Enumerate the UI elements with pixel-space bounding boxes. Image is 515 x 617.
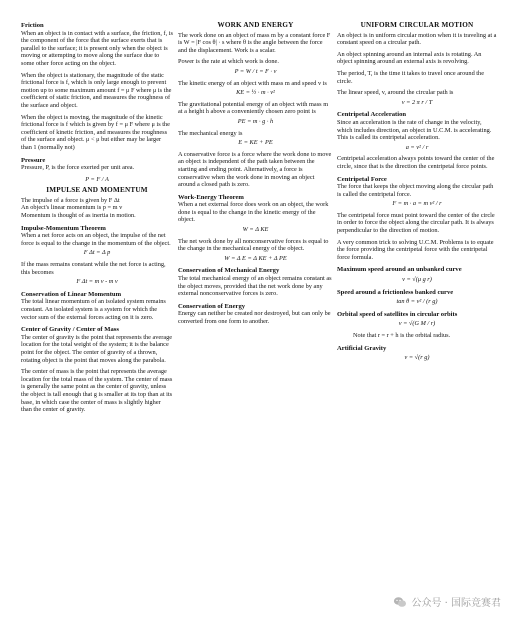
ms2-heading: Speed around a frictionless banked curve: [337, 288, 454, 296]
work-energy-title: WORK AND ENERGY: [217, 21, 294, 29]
ke-formula: KE = ½ · m · v²: [236, 89, 275, 97]
orbit-note: Note that r = r + h is the orbital radius.: [353, 332, 451, 339]
cf-p3: A very common trick to solving U.C.M. Problems is to equate the force providing the centripetal force with the centripetal force formula.: [337, 238, 494, 261]
cf-p1: The force that keeps the object moving along the circular path is called the centripetal force.: [337, 183, 494, 198]
pressure-formula: P = F / A: [85, 175, 109, 183]
imt-p2: If the mass remains constant while the net force is acting, this becomes: [21, 261, 166, 276]
speed-formula: v = 2 π r / T: [401, 98, 433, 106]
cog-p1: The center of gravity is the point that represents the average location for the total weight of the system; it is the balance point for the object. The center of gravity of a thrown, rotating object is the point that moves along the parabola.: [21, 333, 173, 364]
power-formula: P = W / t = F · v: [234, 67, 277, 75]
me-formula: E = KE + PE: [238, 139, 273, 147]
column-2: [178, 22, 333, 330]
colm-heading: Conservation of Linear Momentum: [21, 290, 122, 298]
pe-p: The gravitational potential energy of an object with mass m at a height h above a conveniently chosen zero point is: [178, 100, 329, 116]
column-3: [337, 22, 497, 366]
ucm-p2: An object spinning around an internal axis is rotating. An object spinning around an external axis is revolving.: [337, 50, 482, 66]
friction-heading: Friction: [21, 22, 44, 29]
cog-heading: Center of Gravity / Center of Mass: [21, 326, 119, 334]
power-p: Power is the rate at which work is done.: [178, 58, 279, 66]
watermark-text: 公众号 · 国际竞赛君: [411, 598, 501, 609]
cf-formula: F = m · a = m v² / r: [392, 200, 442, 208]
colm-p1: The total linear momentum of an isolated system remains constant. An isolated system is a system for which the vector sum of the external forces acting on it is zero.: [21, 298, 166, 321]
coe-heading: Conservation of Energy: [178, 302, 246, 310]
impulse-p2: An object's linear momentum is p = m v: [21, 204, 123, 212]
ag-heading: Artificial Gravity: [337, 344, 387, 352]
ms1-formula: v = √(μ g r): [402, 276, 432, 284]
wechat-logo-icon: [393, 595, 407, 609]
ucm-p4: The linear speed, v, around the circular path is: [337, 89, 454, 97]
wet-p2: The net work done by all nonconservative forces is equal to the change in the mechanical energy of the object.: [178, 237, 329, 253]
cf-p2: The centripetal force must point toward the center of the circle in order to force the object along the circular path. It is always perpendicular to the direction of motion.: [337, 211, 495, 235]
imt-formula-1: F Δt = Δ p: [83, 249, 111, 257]
imt-p1: When a net force acts on an object, the impulse of the net force is equal to the change in the momentum of the object.: [21, 232, 171, 247]
ke-p: The kinetic energy of an object with mass m and speed v is: [178, 79, 327, 87]
pe-formula: PE = m · g · h: [237, 117, 274, 125]
cog-p2: The center of mass is the point that represents the average location for the total mass of the system. The center of mass is generally the same point as the center of gravity, unless the object is tall enough that g is smaller at its top than at its base, in which case the center of mass is slightly higher than the center of gravity.: [21, 368, 173, 414]
come-heading: Conservation of Mechanical Energy: [178, 267, 280, 275]
orbit-formula: v = √(G M / r): [398, 320, 436, 328]
impulse-section-title: IMPULSE AND MOMENTUM: [46, 186, 148, 195]
ca-heading: Centripetal Acceleration: [337, 111, 407, 119]
cf-heading: Centripetal Force: [337, 175, 387, 183]
ms1-heading: Maximum speed around an unbanked curve: [337, 266, 462, 274]
ucm-title: UNIFORM CIRCULAR MOTION: [360, 21, 474, 29]
wet-heading: Work-Energy Theorem: [178, 193, 244, 201]
wet-formula-1: W = Δ KE: [242, 226, 269, 234]
impulse-p3: Momentum is thought of as inertia in motion.: [21, 212, 136, 220]
ca-p2: Centripetal acceleration always points toward the center of the circle, since that is the direction the centripetal force points.: [337, 155, 495, 170]
wet-formula-2: W = Δ E = Δ KE + Δ PE: [224, 254, 287, 262]
friction-p1: When an object is in contact with a surface, the friction, f, is the component of the force that the surface exerts that is parallel to the surface; it is present only when the object is moving or attempting to move along the surface due to some other force acting on the object.: [21, 29, 173, 67]
work-p1: The work done on an object of mass m by a constant force F is W = |F cos θ| · s where θ is the angle between the force and the displacement. Work is a scalar.: [178, 31, 331, 54]
imt-heading: Impulse-Momentum Theorem: [21, 224, 106, 232]
coe-p1: Energy can neither be created nor destroyed, but can only be converted from one form to another.: [178, 310, 331, 325]
orbit-heading: Orbital speed of satellites in circular orbits: [337, 310, 458, 318]
me-p: The mechanical energy is: [178, 129, 243, 137]
impulse-p1: The impulse of a force is given by F Δt: [21, 196, 120, 204]
friction-p3: When the object is moving, the magnitude of the kinetic frictional force is f which is given by f = μ F where μ is the coefficient of kinetic friction, and measures the roughness of the surface and object. μ < μ but either may be larger than 1 (normally not): [21, 113, 170, 151]
ucm-p3: The period, T, is the time it takes to travel once around the circle.: [337, 69, 484, 85]
ms2-formula: tan θ = v² / (r g): [396, 298, 438, 306]
pressure-p1: Pressure, P, is the force exerted per unit area.: [21, 164, 135, 172]
wet-p1: When a net external force does work on an object, the work done is equal to the change in the kinetic energy of the object.: [178, 201, 329, 224]
imt-formula-2: F Δt = m v - m v: [76, 278, 118, 286]
ag-formula: v = √(r g): [404, 354, 430, 362]
friction-p2: When the object is stationary, the magnitude of the static frictional force is f, which is only large enough to prevent motion up to some maximum amount f = μ F where μ is the coefficient of static friction, and measures the roughness of the surface and object.: [21, 71, 172, 109]
ucm-p1: An object is in uniform circular motion when it is traveling at a constant speed on a circular path.: [337, 31, 497, 47]
come-p1: The total mechanical energy of an object remains constant as the object moves, provided that the net work done by any external nonconservative forces is zero.: [178, 275, 332, 298]
pressure-heading: Pressure: [21, 156, 46, 164]
column-1: [21, 22, 173, 418]
watermark: [393, 594, 501, 609]
conservative-force-p: A conservative force is a force where the work done to move an object is independent of the path taken between the starting and ending point. Alternatively, a force is conservative when the work done in moving an object around a closed path is zero.: [178, 150, 332, 189]
ca-p1: Since an acceleration is the rate of change in the velocity, which includes direction, an object in U.C.M. is accelerating. This is called its centripetal acceleration.: [337, 118, 492, 142]
ca-formula: a = v² / r: [405, 143, 429, 151]
